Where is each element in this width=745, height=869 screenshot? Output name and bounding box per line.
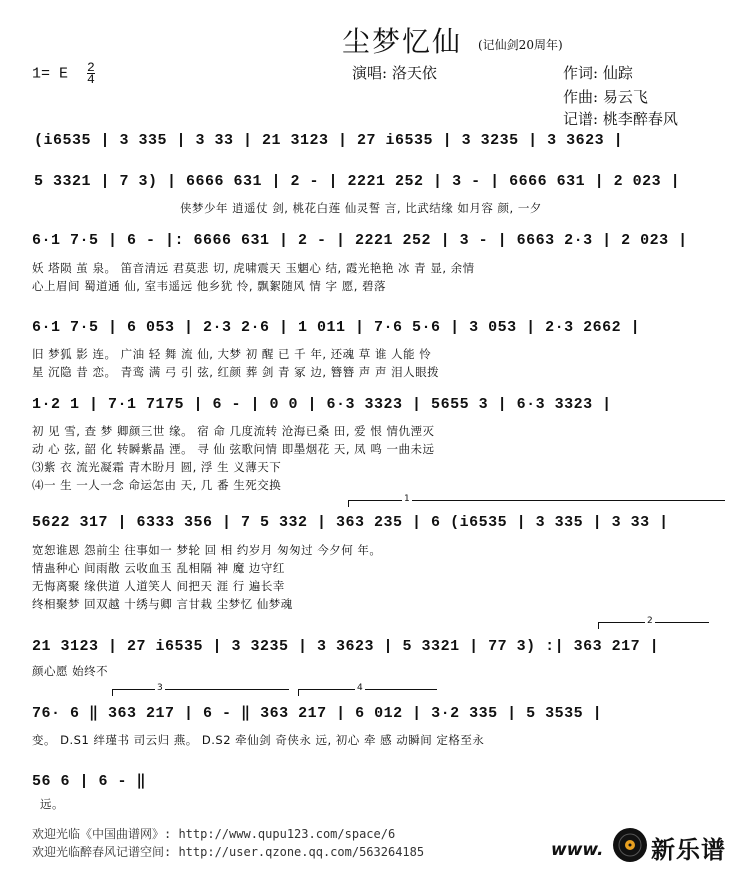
- singer-credit: 演唱: 洛天依: [352, 64, 437, 82]
- key-signature: [32, 62, 95, 85]
- volta-bracket-3: [112, 689, 289, 696]
- lyric-line: 变。 D.S1 绊瑾书 司云归 燕。 D.S2 牵仙剑 奇侠永 远, 初心 牵 感 动瞬间 定格至永: [32, 733, 485, 747]
- transcriber-credit: 记谱: 桃李醉春风: [563, 110, 678, 128]
- song-subtitle: (记仙剑20周年): [478, 38, 563, 52]
- score-row-2: 5 3321 | 7 3) | 6666 631 | 2 - | 2221 252 | 3 - | 6666 631 | 2 023 |: [34, 173, 681, 190]
- lyric-line: 无悔离聚 缘供道 人道笑人 间把天 涯 行 遍长幸: [32, 579, 285, 593]
- score-row-1: (i6535 | 3 335 | 3 33 | 21 3123 | 27 i6535 | 3 3235 | 3 3623 |: [34, 132, 624, 149]
- lyric-line: 妖 塔陨 茧 泉。 笛音清远 君莫悲 切, 虎啸震天 玉魍心 结, 霞光艳艳 冰 青 显, 余情: [32, 261, 475, 275]
- lyric-line: 情蛊种心 间雨散 云收血玉 乱相隔 神 魔 边守红: [32, 561, 285, 575]
- score-row-3: 6·1 7·5 | 6 - |: 6666 631 | 2 - | 2221 252 | 3 - | 6663 2·3 | 2 023 |: [32, 232, 688, 249]
- lyric-line: 颜心愿 始终不: [32, 664, 109, 678]
- volta-label-3: 3: [157, 683, 163, 693]
- lyric-line: ⑷一 生 一人一念 命运怎由 天, 几 番 生死交换: [32, 478, 282, 492]
- lyric-line: 侠梦少年 逍遥仗 剑, 桃花白莲 仙灵誓 言, 比武结缘 如月容 颜, 一夕: [180, 201, 542, 215]
- time-denominator: 4: [87, 72, 95, 87]
- lyric-line: 终相聚梦 回双越 十绣与卿 言甘栽 尘梦忆 仙梦魂: [32, 597, 293, 611]
- volta-label-4: 4: [357, 683, 363, 693]
- score-row-9: 56 6 | 6 - ‖: [32, 773, 147, 790]
- score-row-6: 5622 317 | 6333 356 | 7 5 332 | 363 235 | 6 (i6535 | 3 335 | 3 33 |: [32, 514, 669, 531]
- footer-link-qupu[interactable]: 欢迎光临《中国曲谱网》: http://www.qupu123.com/space/6: [32, 827, 396, 841]
- footer-link-qzone[interactable]: 欢迎光临醉春风记谱空间: http://user.qzone.qq.com/563264185: [32, 845, 425, 859]
- volta-label-1: 1: [404, 494, 410, 504]
- lyric-line: 宽恕谁恩 怨前尘 往事如一 梦轮 回 相 约岁月 匆匆过 今夕何 年。: [32, 543, 382, 557]
- lyric-line: ⑶紫 衣 流光凝霜 青木盼月 圆, 浮 生 义薄天下: [32, 460, 282, 474]
- composer-credit: 作曲: 易云飞: [563, 88, 648, 106]
- score-row-7: 21 3123 | 27 i6535 | 3 3235 | 3 3623 | 5 3321 | 77 3) :| 363 217 |: [32, 638, 660, 655]
- key-label: 1= E: [32, 65, 69, 83]
- score-row-8: 76· 6 ‖ 363 217 | 6 - ‖ 363 217 | 6 012 | 3·2 335 | 5 3535 |: [32, 705, 603, 722]
- lyric-line: 心上眉间 蜀道通 仙, 室韦遥远 他乡犹 怜, 飘絮随风 情 字 愿, 碧落: [32, 279, 387, 293]
- score-row-5: 1·2 1 | 7·1 7175 | 6 - | 0 0 | 6·3 3323 | 5655 3 | 6·3 3323 |: [32, 396, 612, 413]
- lyric-line: 星 沉隐 昔 恋。 青鸾 满 弓 引 弦, 红颜 葬 剑 青 冢 边, 簪簪 声 声 泪人眼拨: [32, 365, 440, 379]
- volta-label-2: 2: [647, 616, 653, 626]
- brand-logo: 新乐谱: [651, 836, 726, 864]
- song-title: 尘梦忆仙: [342, 25, 463, 58]
- volta-bracket-4: [298, 689, 437, 696]
- score-row-4: 6·1 7·5 | 6 053 | 2·3 2·6 | 1 011 | 7·6 5·6 | 3 053 | 2·3 2662 |: [32, 319, 641, 336]
- time-numerator: 2: [87, 60, 95, 75]
- time-signature: [87, 62, 95, 85]
- lyric-line: 动 心 弦, 韶 化 转瞬紫晶 湮。 寻 仙 弦歌问情 即墨烟花 天, 凤 鸣 一曲未远: [32, 442, 435, 456]
- lyric-line: 初 见 雪, 查 梦 卿颜三世 缘。 宿 命 几度流转 沧海已桑 田, 爱 恨 情仇湮灭: [32, 424, 435, 438]
- lyric-line: 远。: [40, 797, 64, 811]
- watermark-text: www.: [551, 840, 604, 860]
- lyric-line: 旧 梦狐 影 连。 广油 轻 舞 流 仙, 大梦 初 醒 已 千 年, 还魂 草 谁 人能 怜: [32, 347, 432, 361]
- lyricist-credit: 作词: 仙踪: [563, 64, 633, 82]
